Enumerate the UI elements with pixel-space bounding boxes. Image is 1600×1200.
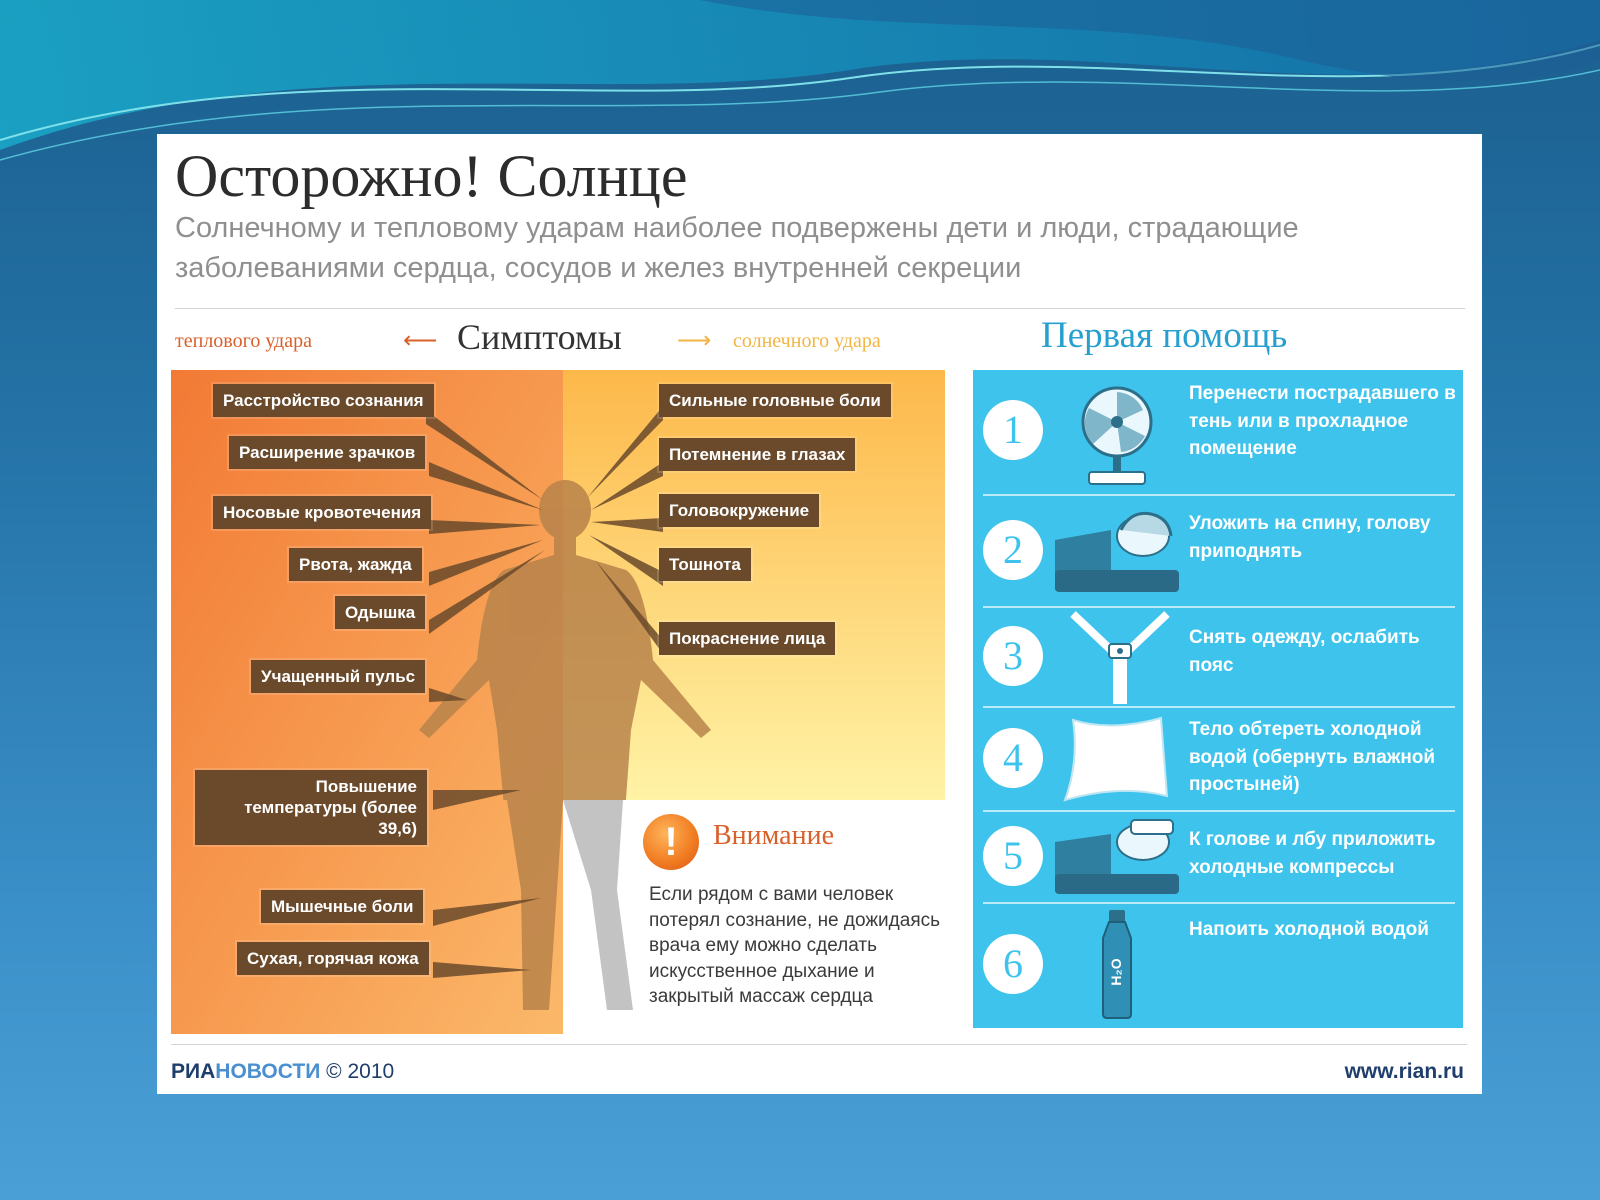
- arrow-left-icon: ⟵: [403, 327, 438, 354]
- zipper-icon: [1051, 610, 1183, 704]
- arrow-right-icon: ⟶: [677, 327, 712, 354]
- step-text: К голове и лбу приложить холодные компрессы: [1189, 829, 1436, 878]
- heat-stroke-label: теплового удара: [175, 330, 312, 352]
- heat-symptom-7: Мышечные боли: [261, 890, 423, 923]
- copyright: © 2010: [320, 1060, 395, 1083]
- ria-novosti-logo: [171, 1060, 394, 1084]
- warning-title: Внимание: [713, 820, 834, 851]
- first-aid-heading: Первая помощь: [1041, 315, 1288, 356]
- warning-text: Если рядом с вами человек потерял сознание, не дожидаясь врача ему можно сделать искусственное дыхание и закрытый массаж сердца: [649, 884, 941, 1007]
- infographic-sheet: [157, 134, 1482, 1094]
- sun-stroke-label: солнечного удара: [733, 330, 881, 352]
- sun-symptom-0: Сильные головные боли: [659, 384, 891, 417]
- first-aid-step-4: [973, 708, 1463, 810]
- cold-compress-icon: [1051, 812, 1183, 900]
- step-number: 1: [983, 400, 1043, 460]
- exclamation-icon: !: [643, 814, 699, 870]
- water-bottle-icon: [1051, 908, 1183, 1020]
- symptoms-heading: Симптомы: [457, 317, 622, 357]
- step-number: 6: [983, 934, 1043, 994]
- first-aid-step-2: [973, 496, 1463, 606]
- heat-symptom-4: Одышка: [335, 596, 425, 629]
- subtitle: Солнечному и тепловому ударам наиболее подвержены дети и люди, страдающие заболеваниями сердца, сосудов и желез внутренней секреции: [175, 212, 1299, 284]
- step-number: 3: [983, 626, 1043, 686]
- step-number: 4: [983, 728, 1043, 788]
- first-aid-step-3: [973, 608, 1463, 706]
- heat-symptom-5: Учащенный пульс: [251, 660, 425, 693]
- top-divider: [175, 308, 1465, 309]
- wet-sheet-icon: [1051, 712, 1183, 806]
- heat-symptom-1: Расширение зрачков: [229, 436, 425, 469]
- step-text: Перенести пострадавшего в тень или в прохладное помещение: [1189, 383, 1456, 459]
- first-aid-step-1: [973, 370, 1463, 494]
- heat-symptom-0: Расстройство сознания: [213, 384, 434, 417]
- fan-icon: [1051, 380, 1183, 488]
- page-title: Осторожно! Солнце: [175, 143, 688, 209]
- step-number: 2: [983, 520, 1043, 580]
- first-aid-step-5: [973, 812, 1463, 902]
- step-text: Тело обтереть холодной водой (обернуть влажной простыней): [1189, 719, 1436, 795]
- heat-symptom-6: Повышение температуры (более 39,6): [195, 770, 427, 845]
- footer-url[interactable]: www.rian.ru: [1344, 1060, 1464, 1083]
- step-text: Уложить на спину, голову приподнять: [1189, 513, 1431, 562]
- first-aid-step-6: [973, 904, 1463, 1024]
- sun-symptom-2: Головокружение: [659, 494, 819, 527]
- brand-part1: РИА: [171, 1060, 216, 1083]
- step-number: 5: [983, 826, 1043, 886]
- brand-part2: НОВОСТИ: [215, 1060, 321, 1083]
- first-aid-panel: [973, 370, 1463, 1028]
- bottom-divider: [171, 1044, 1467, 1045]
- heat-symptom-3: Рвота, жажда: [289, 548, 422, 581]
- heat-symptom-2: Носовые кровотечения: [213, 496, 431, 529]
- sun-symptom-3: Тошнота: [659, 548, 751, 581]
- sun-symptom-4: Покраснение лица: [659, 622, 835, 655]
- step-text: Напоить холодной водой: [1189, 919, 1429, 940]
- heat-symptom-8: Сухая, горячая кожа: [237, 942, 429, 975]
- step-text: Снять одежду, ослабить пояс: [1189, 627, 1420, 676]
- bottle-label: H₂O: [1108, 958, 1124, 986]
- sun-symptom-1: Потемнение в глазах: [659, 438, 855, 471]
- lying-person-icon: [1051, 500, 1183, 600]
